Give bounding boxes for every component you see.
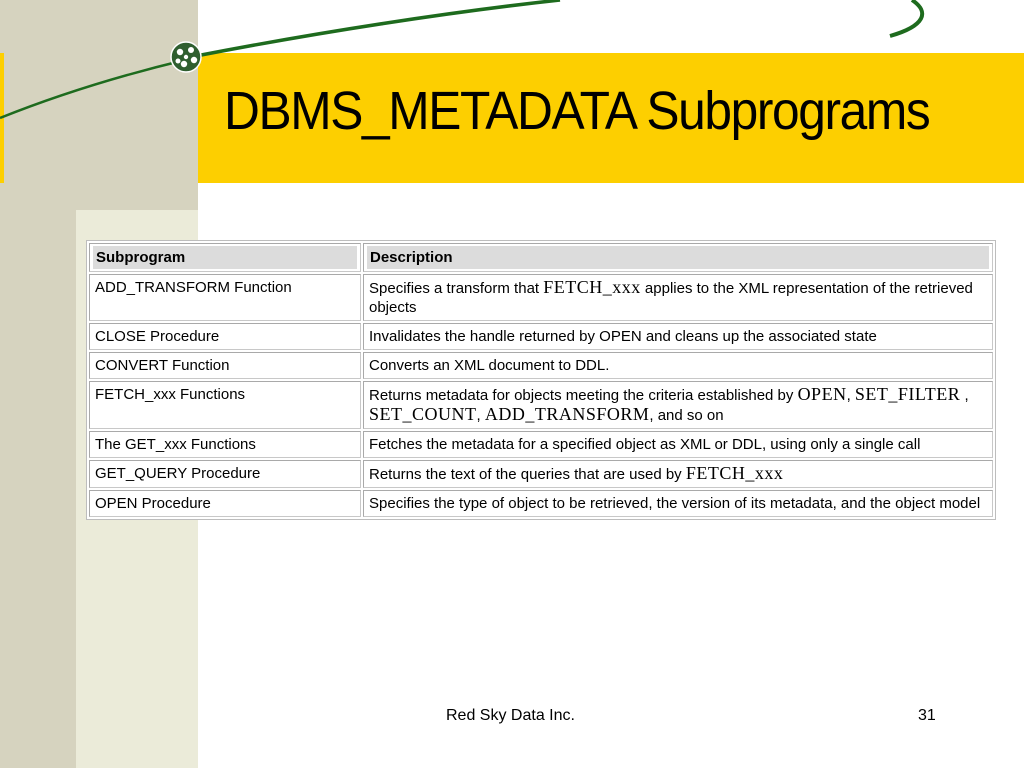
description-text: applies to the XML representation of the retrieved objects: [369, 280, 973, 316]
table-header-row: [89, 243, 993, 272]
header-label-subprogram: Subprogram: [93, 246, 357, 269]
description-cell: [363, 381, 993, 429]
description-text: Invalidates the handle returned by OPEN and cleans up the associated state: [369, 328, 877, 345]
header-cell-subprogram: [89, 243, 361, 272]
page-title: DBMS_METADATA Subprograms: [224, 81, 930, 141]
description-cell: [363, 490, 993, 517]
header-cell-description: [363, 243, 993, 272]
table-row: [89, 381, 993, 429]
description-code-text: OPEN: [797, 384, 847, 404]
subprograms-table-container: [86, 240, 996, 520]
subprogram-cell: CLOSE Procedure: [89, 323, 361, 350]
footer-company-name: Red Sky Data Inc.: [446, 707, 575, 724]
description-text: ,: [846, 387, 855, 404]
subprogram-cell: GET_QUERY Procedure: [89, 460, 361, 488]
table-row: [89, 323, 993, 350]
description-code-text: ADD_TRANSFORM: [484, 404, 650, 424]
swoosh-curve-right: [890, 0, 922, 36]
description-text: Returns the text of the queries that are used by: [369, 466, 686, 483]
table-row: [89, 490, 993, 517]
subprogram-cell: FETCH_xxx Functions: [89, 381, 361, 429]
title-bar-left-strip: [0, 53, 4, 183]
page-number: 31: [918, 707, 936, 724]
description-text: Fetches the metadata for a specified object as XML or DDL, using only a single call: [369, 436, 921, 453]
description-cell: [363, 323, 993, 350]
description-code-text: SET_COUNT: [369, 404, 477, 424]
description-code-text: SET_FILTER: [854, 384, 961, 404]
description-code-text: FETCH_xxx: [685, 463, 784, 483]
description-cell: [363, 352, 993, 379]
table-body: [89, 274, 993, 517]
description-code-text: FETCH_xxx: [543, 277, 641, 297]
description-text: Specifies the type of object to be retrieved, the version of its metadata, and the object model: [369, 495, 981, 512]
description-text: Specifies a transform that: [369, 280, 544, 297]
description-text: Returns metadata for objects meeting the criteria established by: [369, 387, 798, 404]
description-text: Converts an XML document to DDL.: [369, 357, 610, 374]
table-row: [89, 352, 993, 379]
table-row: [89, 460, 993, 488]
swoosh-curve-top: [196, 0, 560, 56]
description-cell: [363, 431, 993, 458]
table-row: [89, 431, 993, 458]
description-text: ,: [960, 387, 969, 404]
table-row: [89, 274, 993, 321]
header-label-description: Description: [367, 246, 989, 269]
description-cell: [363, 460, 993, 488]
subprogram-cell: CONVERT Function: [89, 352, 361, 379]
subprogram-cell: The GET_xxx Functions: [89, 431, 361, 458]
subprograms-table: [86, 240, 996, 520]
description-text: ,: [476, 407, 485, 424]
description-cell: [363, 274, 993, 321]
subprogram-cell: OPEN Procedure: [89, 490, 361, 517]
description-text: , and so on: [649, 407, 724, 424]
subprogram-cell: ADD_TRANSFORM Function: [89, 274, 361, 321]
